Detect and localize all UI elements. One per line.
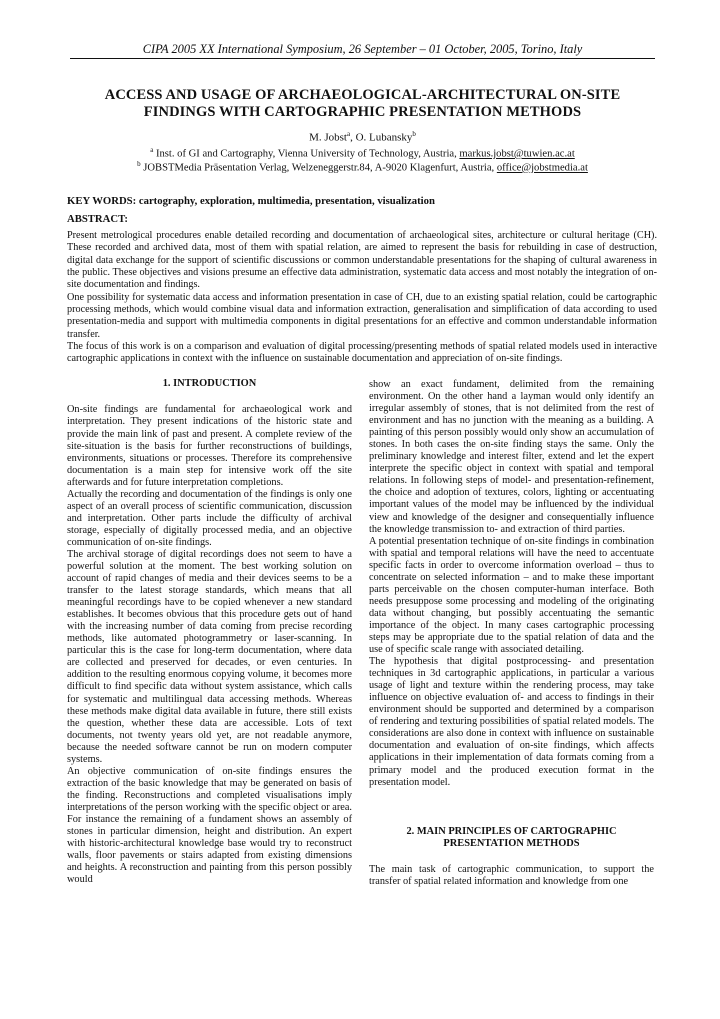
keywords-line: KEY WORDS: cartography, exploration, multimedia, presentation, visualization: [67, 195, 435, 207]
body-paragraph: A potential presentation technique of on-site findings in combination with spatial and temporal relations will have the need to accentuate specific facts in order to overcome information overload – thus to concentrate on selected information – and to make these important parts perceivable on the chosen computer-human interface. Both needs presuppose some processing and modeling of the originating data without changing, but possibly accentuating the semantic importance of the object. In many cases cartographic processing steps may be appropriate due to the spatial relation of data and the use of specific scale range with associated detailing.: [369, 535, 654, 656]
affiliation-mark: a: [346, 130, 351, 138]
abstract-paragraph: The focus of this work is on a comparison and evaluation of digital processing/presenting methods of spatial related models used in interactive cartographic applications in context with the influence on sustainable documentation and appreciation of on-site findings.: [67, 341, 657, 365]
body-paragraph: Actually the recording and documentation of the findings is only one aspect of an overall process of scientific communication, discussion and interpretation. Other parts include the difficulty of archival storage, especially of digitally processed media, and an objective communication of on-site findings.: [67, 488, 352, 548]
right-column: [369, 379, 654, 889]
body-paragraph: The hypothesis that digital postprocessing- and presentation techniques in 3d cartographic applications, in particular a various usage of light and texture within the rendering process, may take influence on objective evaluation of- and access to findings in their environment should be supported and determined by a comparison of rendering and texturing possibilities of spatial related models. The considerations are also done in context with influence on sustainable documentation and evaluation of on-site findings, which affects applications in their implementation of data formats coming from a primary model and the produced execution format in the presentation model.: [369, 656, 654, 788]
email-link[interactable]: markus.jobst@tuwien.ac.at: [459, 148, 575, 160]
affiliation-mark: b: [412, 130, 416, 138]
affiliation-b: [60, 160, 665, 174]
body-paragraph: The main task of cartographic communication, to support the transfer of spatial related information and knowledge from one: [369, 864, 654, 888]
body-paragraph: An objective communication of on-site findings ensures the extraction of the basic knowledge that may be generated on basis of the finding. Reconstructions and completed visualisations imply interpretations of the person working with the specific object or area. For instance the remaining of a fundament shows an assembly of stones in particular dimension, height and distribution. An expert with historic-architectural knowledge base would try to reconstruct walls, floor pavements or stairs adapted from existing dimensions and heights. A reconstruction and painting from this person possibly would: [67, 765, 352, 886]
abstract-paragraph: One possibility for systematic data access and information presentation in case of CH, due to an existing spatial relation, could be cartographic processing methods, which would combine visual data and information extraction, generalisation and simplification of data according to used presentation-media and support with multimedia components in digital presentations for an effective and common understandable information transfer.: [67, 291, 657, 340]
abstract-body: [67, 230, 657, 366]
section-heading-main-principles: 2. MAIN PRINCIPLES OF CARTOGRAPHIC PRESENTATION METHODS: [406, 825, 617, 849]
abstract-heading: ABSTRACT:: [67, 213, 128, 225]
affiliation-mark: b: [137, 160, 141, 168]
email-link[interactable]: office@jobstmedia.at: [496, 162, 588, 174]
author-separator: ,: [350, 131, 356, 144]
body-paragraph: The archival storage of digital recordings does not seem to have a powerful solution at the moment. The best working solution on account of rapid changes of media and their devices seems to be a transfer to the latest storage standards, which means that all meaningful recordings have to be copied whenever a new standard establishes. It becomes obvious that this procedure gets out of hand with the increasing number of data coming from precise recording methods, like automated photogrammetry or laser-scanning. In particular this is the case for long-term documentation, where data are collected and preserved for decades, or even centuries. In addition to the resulting enormous copying volume, it becomes more difficult to find specific data without system assistance, which calls for systematic and multilingual data accessing methods. Whereas these methods make digital data available in future, there still exists the question, whether these data are accessible. Lots of text documents, not twenty years old yet, are not readable anymore, because the needed software cannot be run on modern computer systems.: [67, 548, 352, 765]
section-heading-introduction: 1. INTRODUCTION: [162, 378, 257, 389]
body-paragraph: show an exact fundament, delimited from the remaining environment. On the other hand a layman would only identify an irregular assembly of stones, that is not delimited from the rest of environment and has no junction with the meaning as a building. A painting of this person possibly would only show an accumulation of stones. In both cases the on-site finding stays the same. Only the preliminary knowledge and interest filter, extend and let the expert interprete the specific object in context with spatial and temporal relations. In following steps of model- and presentation-refinement, the choice and adoption of textures, colors, lighting or accentuating important values of the model may be influenced by the individual view and knowledge of the designer and consequentially influence the knowledge transmission to- and extraction of third parties.: [369, 379, 654, 535]
abstract-paragraph: Present metrological procedures enable detailed recording and documentation of archaeological sites, architecture or cultural heritage (CH). These recorded and archived data, most of them with spatial relation, are aimed to represent the basis for rebuilding in case of destruction, digital data exchange for the support of scientific discussions or common understandable presentations for the shaping of cultural awareness in the public. These objectives and visions presume an effective data administration, systematic data access and most notably the integration of on-site documentation and findings.: [67, 230, 657, 291]
running-header: CIPA 2005 XX International Symposium, 26 September – 01 October, 2005, Torino, Italy: [70, 42, 655, 59]
author-name: O. Lubansky: [355, 131, 413, 144]
affiliation-text: JOBSTMedia Präsentation Verlag, Welzeneggerstr.84, A-9020 Klagenfurt, Austria,: [143, 162, 497, 174]
affiliation-text: Inst. of GI and Cartography, Vienna University of Technology, Austria,: [155, 148, 460, 160]
body-paragraph: On-site findings are fundamental for archaeological work and interpretation. They present indications of the historic state and provide the main link of past and present. A complete review of the site-situation is the basis for further reconstructions of buildings, environments, situations or processes. Therefore its comprehensive documentation is a main step for intensive work off the site afterwards and for future interpretation completions.: [67, 404, 352, 488]
paper-title: ACCESS AND USAGE OF ARCHAEOLOGICAL-ARCHITECTURAL ON-SITE FINDINGS WITH CARTOGRAPHIC PRESENTATION METHODS: [104, 87, 621, 120]
author-name: M. Jobst: [309, 131, 347, 144]
affiliation-a: [60, 146, 665, 160]
left-column: [67, 378, 352, 886]
author-line: [70, 130, 655, 144]
affiliation-mark: a: [150, 146, 154, 154]
